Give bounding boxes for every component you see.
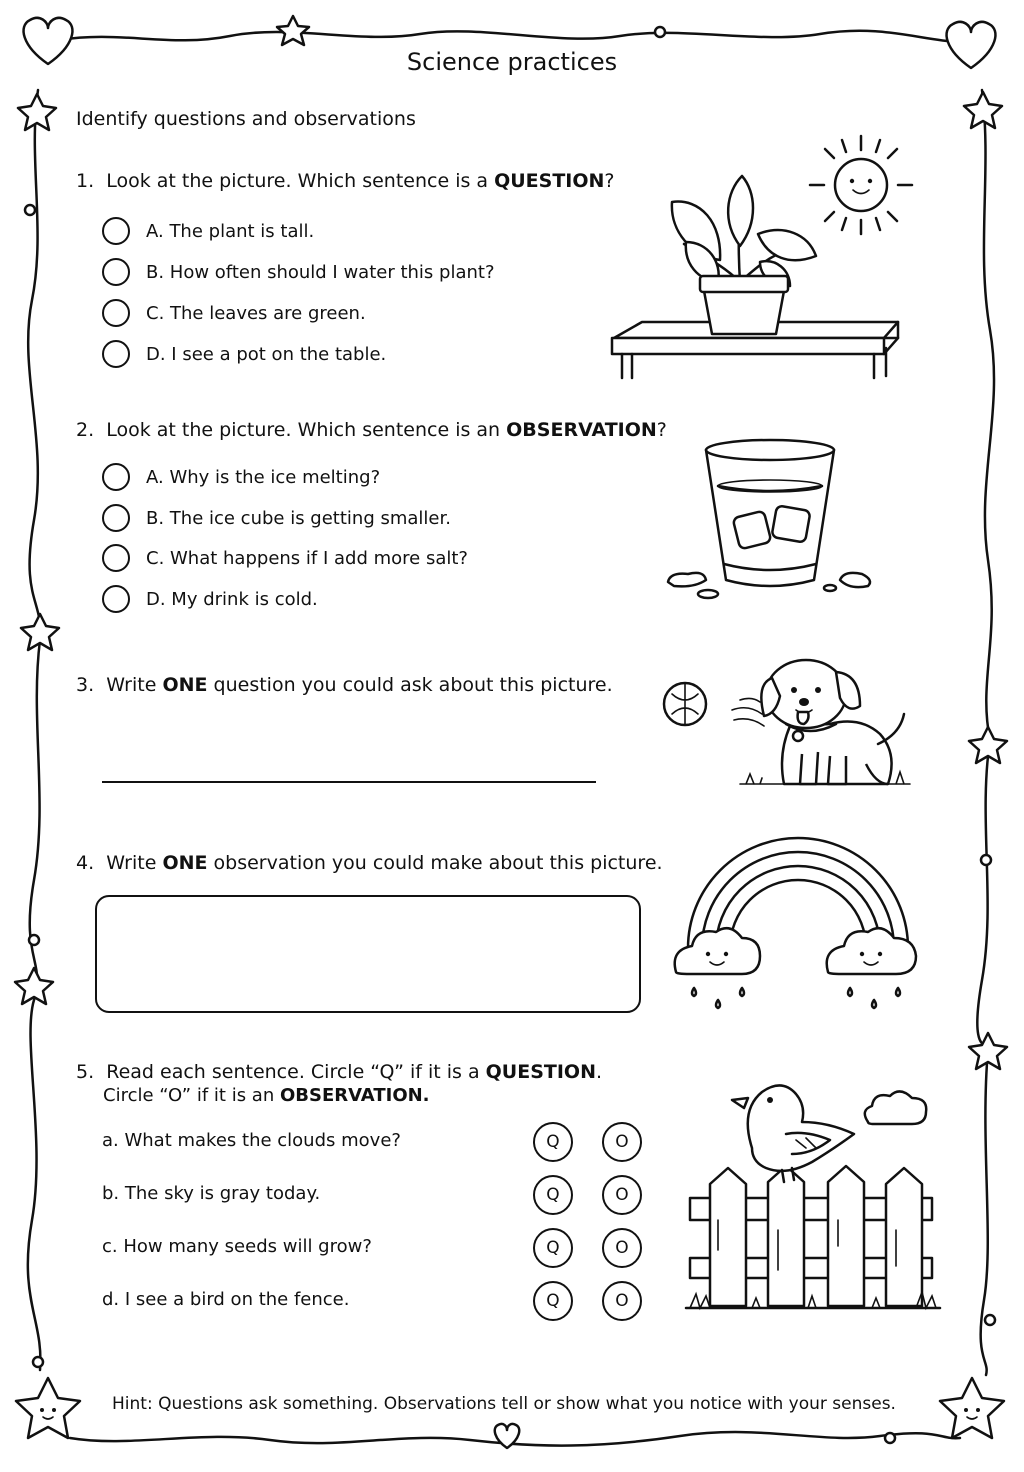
question-5-item-c: c. How many seeds will grow? bbox=[102, 1236, 372, 1257]
answer-bubble[interactable] bbox=[102, 299, 130, 327]
bird-on-fence-icon bbox=[682, 1070, 944, 1314]
question-5-item-c-o-circle[interactable]: O bbox=[602, 1228, 642, 1268]
answer-bubble[interactable] bbox=[102, 544, 130, 572]
question-5-item-b-q-circle[interactable]: Q bbox=[533, 1175, 573, 1215]
glass-of-ice-water-icon bbox=[664, 434, 874, 600]
question-1-prompt: 1. Look at the picture. Which sentence is a QUESTION? bbox=[76, 170, 615, 192]
puppy-with-ball-icon bbox=[660, 644, 920, 794]
star-icon bbox=[18, 94, 56, 130]
answer-bubble[interactable] bbox=[102, 340, 130, 368]
answer-bubble[interactable] bbox=[102, 585, 130, 613]
question-3-prompt: 3. Write ONE question you could ask about this picture. bbox=[76, 674, 613, 696]
question-2-prompt: 2. Look at the picture. Which sentence is an OBSERVATION? bbox=[76, 419, 667, 441]
worksheet-subtitle: Identify questions and observations bbox=[76, 108, 416, 130]
question-1-option-d[interactable]: D. I see a pot on the table. bbox=[102, 340, 386, 368]
star-icon bbox=[277, 16, 309, 45]
question-5-item-a-o-circle[interactable]: O bbox=[602, 1122, 642, 1162]
question-1-option-b[interactable]: B. How often should I water this plant? bbox=[102, 258, 495, 286]
question-2-option-a[interactable]: A. Why is the ice melting? bbox=[102, 463, 380, 491]
question-5-item-a: a. What makes the clouds move? bbox=[102, 1130, 401, 1151]
question-5-item-b: b. The sky is gray today. bbox=[102, 1183, 321, 1204]
question-2-option-b[interactable]: B. The ice cube is getting smaller. bbox=[102, 504, 451, 532]
question-3-answer-line[interactable] bbox=[102, 781, 596, 783]
answer-bubble[interactable] bbox=[102, 217, 130, 245]
star-icon bbox=[964, 92, 1002, 128]
page-title: Science practices bbox=[406, 48, 618, 76]
answer-bubble[interactable] bbox=[102, 504, 130, 532]
answer-bubble[interactable] bbox=[102, 258, 130, 286]
question-5-item-d-o-circle[interactable]: O bbox=[602, 1281, 642, 1321]
question-5-prompt-line-2: Circle “O” if it is an OBSERVATION. bbox=[103, 1085, 430, 1106]
question-4-prompt: 4. Write ONE observation you could make about this picture. bbox=[76, 852, 663, 874]
plant-pot-icon bbox=[608, 170, 902, 380]
question-2-option-c[interactable]: C. What happens if I add more salt? bbox=[102, 544, 468, 572]
question-5-item-c-q-circle[interactable]: Q bbox=[533, 1228, 573, 1268]
question-1-option-a[interactable]: A. The plant is tall. bbox=[102, 217, 314, 245]
question-5-item-d-q-circle[interactable]: Q bbox=[533, 1281, 573, 1321]
answer-bubble[interactable] bbox=[102, 463, 130, 491]
question-1-option-c[interactable]: C. The leaves are green. bbox=[102, 299, 366, 327]
question-4-answer-box[interactable] bbox=[95, 895, 641, 1013]
hint-text: Hint: Questions ask something. Observations tell or show what you notice with your senses. bbox=[112, 1394, 896, 1414]
question-5-prompt: 5. Read each sentence. Circle “Q” if it is a QUESTION. bbox=[76, 1061, 603, 1083]
question-5-item-a-q-circle[interactable]: Q bbox=[533, 1122, 573, 1162]
question-5-item-b-o-circle[interactable]: O bbox=[602, 1175, 642, 1215]
question-2-option-d[interactable]: D. My drink is cold. bbox=[102, 585, 318, 613]
question-5-item-d: d. I see a bird on the fence. bbox=[102, 1289, 350, 1310]
rainbow-clouds-icon bbox=[668, 838, 928, 1018]
